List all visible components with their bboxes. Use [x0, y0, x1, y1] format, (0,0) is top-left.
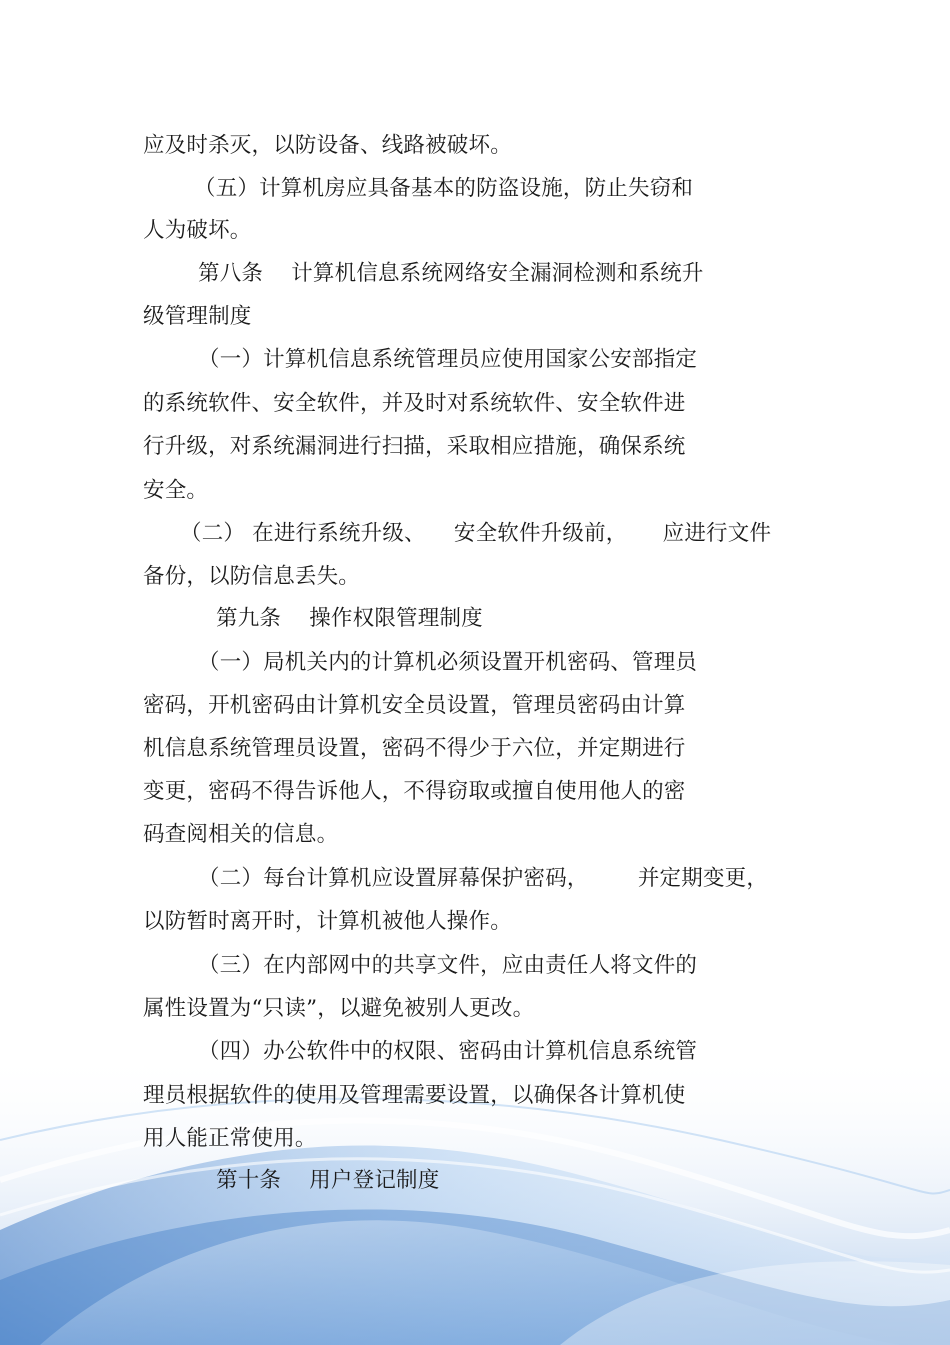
section-heading: 第十条 用户登记制度	[216, 1168, 440, 1193]
text-line: 用人能正常使用。	[143, 1126, 317, 1151]
text-line: （二） 在进行系统升级、 安全软件升级前， 应进行文件	[180, 521, 772, 546]
text-line: 码查阅相关的信息。	[143, 822, 339, 847]
text-line: 密码，开机密码由计算机安全员设置，管理员密码由计算	[143, 693, 686, 718]
text-line: 安全。	[143, 478, 209, 503]
text-line: 属性设置为“只读”，以避免被别人更改。	[143, 996, 535, 1021]
text-line: 机信息系统管理员设置，密码不得少于六位，并定期进行	[143, 736, 686, 761]
text-line: （一）局机关内的计算机必须设置开机密码、管理员	[198, 650, 698, 675]
section-heading: 第九条 操作权限管理制度	[216, 606, 483, 631]
text-line: （一）计算机信息系统管理员应使用国家公安部指定	[198, 347, 698, 372]
section-heading: 级管理制度	[143, 304, 252, 329]
section-heading: 第八条 计算机信息系统网络安全漏洞检测和系统升	[198, 261, 704, 286]
text-line: （二）每台计算机应设置屏幕保护密码， 并定期变更，	[198, 866, 769, 891]
text-line: 行升级，对系统漏洞进行扫描，采取相应措施，确保系统	[143, 434, 686, 459]
text-line: 以防暂时离开时，计算机被他人操作。	[143, 909, 512, 934]
text-line: （四）办公软件中的权限、密码由计算机信息系统管	[198, 1039, 698, 1064]
text-line: 备份，以防信息丢失。	[143, 564, 361, 589]
text-line: 的系统软件、安全软件，并及时对系统软件、安全软件进	[143, 391, 686, 416]
text-line: 应及时杀灭，以防设备、线路被破坏。	[143, 133, 512, 158]
text-line: （三）在内部网中的共享文件，应由责任人将文件的	[198, 953, 698, 978]
text-line: （五）计算机房应具备基本的防盗设施，防止失窃和	[194, 176, 694, 201]
text-line: 变更，密码不得告诉他人，不得窃取或擅自使用他人的密	[143, 779, 686, 804]
text-line: 理员根据软件的使用及管理需要设置，以确保各计算机使	[143, 1083, 686, 1108]
text-line: 人为破坏。	[143, 218, 252, 243]
